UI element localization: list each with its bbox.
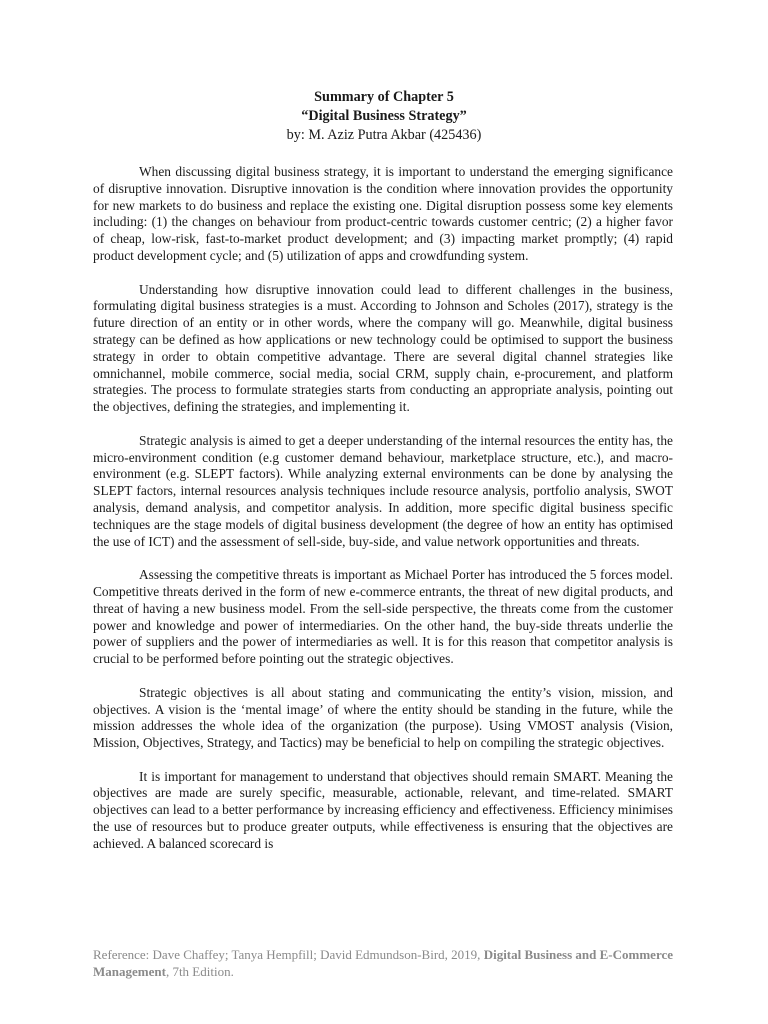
chapter-title: Summary of Chapter 5 (314, 89, 454, 105)
author-byline: by: M. Aziz Putra Akbar (425436) (286, 127, 482, 143)
paragraph-digital-strategy: Understanding how disruptive innovation could lead to different challenges in the business, formulating digital business strategies is a must. According to Johnson and Scholes (2017), strategy is the future direction of an entity or in other words, where the company will go. Meanwhile, digital business strategy can be defined as how applications or new technology could be optimised to support the business strategy in order to obtain competitive advantage. There are several digital channel strategies like omnichannel, mobile commerce, social media, social CRM, supply chain, e-procurement, and platform strategies. The process to formulate strategies starts from conducting an appropriate analysis, pointing out the objectives, defining the strategies, and implementing it. (93, 281, 673, 415)
chapter-subtitle: “Digital Business Strategy” (301, 108, 467, 124)
reference-footer (93, 946, 678, 980)
reference-suffix: , 7th Edition. (165, 964, 234, 979)
paragraph-strategic-analysis: Strategic analysis is aimed to get a deeper understanding of the internal resources the entity has, the micro-environment condition (e.g customer demand behaviour, marketplace structure, etc.), and macro-environment (e.g. SLEPT factors). While analyzing external environments can be done by analysing the SLEPT factors, internal resources analysis techniques include resource analysis, portfolio analysis, SWOT analysis, demand analysis, and competitor analysis. In addition, more specific digital business specific techniques are the stage models of digital business development (the degree of how an entity has optimised the use of ICT) and the assessment of sell-side, buy-side, and value network opportunities and threats. (93, 432, 673, 549)
paragraph-strategic-objectives: Strategic objectives is all about stating and communicating the entity’s vision, mission, and objectives. A vision is the ‘mental image’ of where the entity should be standing in the future, while the mission addresses the whole idea of the organization (the purpose). Using VMOST analysis (Vision, Mission, Objectives, Strategy, and Tactics) may be beneficial to help on compiling the strategic objectives. (93, 684, 673, 751)
paragraph-smart-objectives: It is important for management to understand that objectives should remain SMART. Meaning the objectives are made are surely specific, measurable, actionable, relevant, and time-related. SMART objectives can lead to a better performance by increasing efficiency and effectiveness. Efficiency minimises the use of resources but to produce greater outputs, while effectiveness is ensuring that the objectives are achieved. A balanced scorecard is (93, 768, 673, 851)
document-body (93, 164, 673, 869)
document-header (0, 88, 768, 145)
reference-book-title: Digital Business and E-Commerce Management (93, 947, 674, 979)
paragraph-competitive-threats: Assessing the competitive threats is important as Michael Porter has introduced the 5 forces model. Competitive threats derived in the form of new e-commerce entrants, the threat of new digital products, and threat of having a new business model. From the sell-side perspective, the threats come from the customer power and knowledge and power of intermediaries. On the other hand, the buy-side threats underlie the power of suppliers and the power of intermediaries as well. It is for this reason that competitor analysis is crucial to be performed before pointing out the strategic objectives. (93, 567, 673, 667)
reference-prefix: Reference: Dave Chaffey; Tanya Hempfill; David Edmundson-Bird, 2019, (93, 947, 484, 962)
paragraph-disruptive-innovation: When discussing digital business strategy, it is important to understand the emerging significance of disruptive innovation. Disruptive innovation is the condition where innovation provides the opportunity for new markets to do business and replace the existing one. Digital disruption possess some key elements including: (1) the changes on behaviour from product-centric towards customer centric; (2) a higher favor of cheap, low-risk, fast-to-market product development; and (3) impacting market promptly; (4) rapid product development cycle; and (5) utilization of apps and crowdfunding system. (93, 164, 673, 263)
